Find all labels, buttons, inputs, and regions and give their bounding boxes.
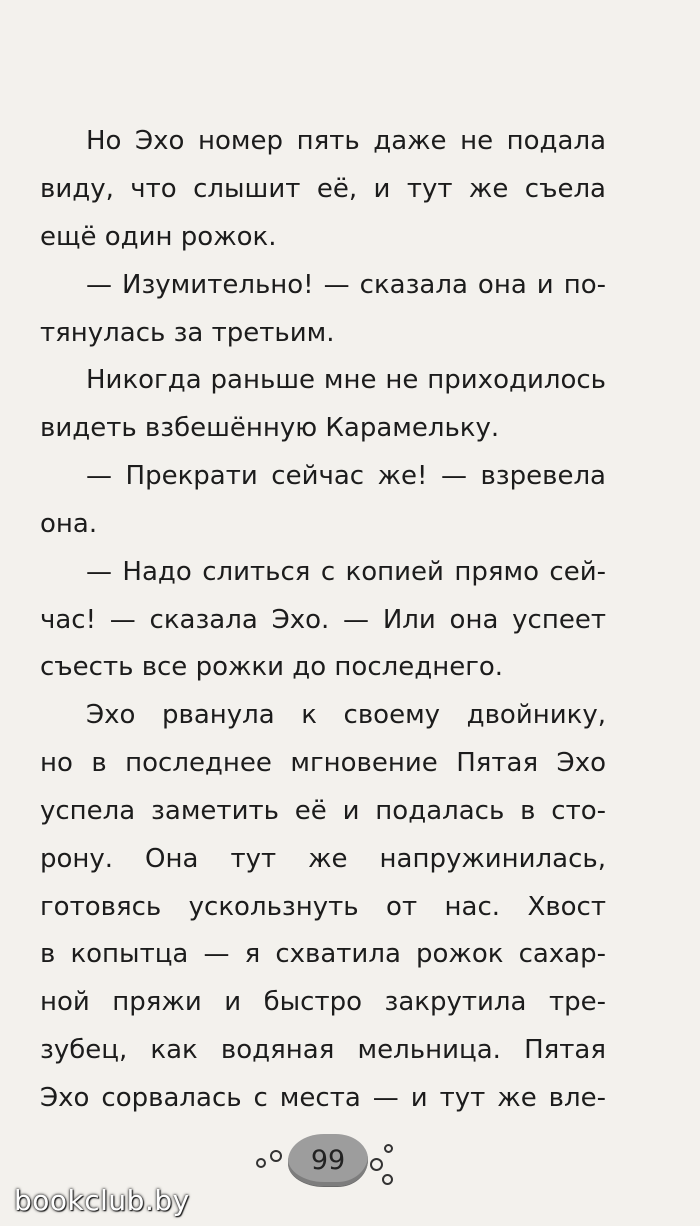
text-line: Но Эхо номер пять даже не подала: [86, 126, 606, 156]
text-line: Эхо сорвалась с места — и тут же вле-: [40, 1083, 606, 1113]
text-line: готовясь ускользнуть от нас. Хвост: [40, 892, 606, 922]
watermark: bookclub.by: [14, 1184, 190, 1217]
text-line: Эхо рванула к своему двойнику,: [86, 700, 606, 730]
text-line: видеть взбешённую Карамельку.: [40, 413, 500, 443]
page-number-badge: [288, 1134, 368, 1186]
bubble-icon: [382, 1174, 393, 1185]
text-line: — Надо слиться с копией прямо сей-: [86, 557, 606, 587]
text-line: час! — сказала Эхо. — Или она успеет: [40, 605, 606, 635]
text-line: но в последнее мгновение Пятая Эхо: [40, 748, 606, 778]
bubble-icon: [256, 1158, 266, 1168]
page-number: 99: [310, 1144, 346, 1176]
text-line: — Изумительно! — сказала она и по-: [86, 270, 606, 300]
text-line: съесть все рожки до последнего.: [40, 652, 504, 682]
text-line: в копытца — я схватила рожок сахар-: [40, 939, 606, 969]
text-line: тянулась за третьим.: [40, 318, 335, 348]
text-line: успела заметить её и подалась в сто-: [40, 796, 606, 826]
text-line: она.: [40, 509, 98, 539]
bubble-icon: [370, 1158, 383, 1171]
bubble-icon: [384, 1144, 393, 1153]
text-line: ной пряжи и быстро закрутила тре-: [40, 987, 606, 1017]
text-line: виду, что слышит её, и тут же съела: [40, 174, 606, 204]
text-line: зубец, как водяная мельница. Пятая: [40, 1035, 606, 1065]
text-line: — Прекрати сейчас же! — взревела: [86, 461, 606, 491]
text-line: Никогда раньше мне не приходилось: [86, 365, 606, 395]
text-line: ещё один рожок.: [40, 222, 277, 252]
text-line: рону. Она тут же напружинилась,: [40, 844, 606, 874]
bubble-icon: [270, 1150, 282, 1162]
